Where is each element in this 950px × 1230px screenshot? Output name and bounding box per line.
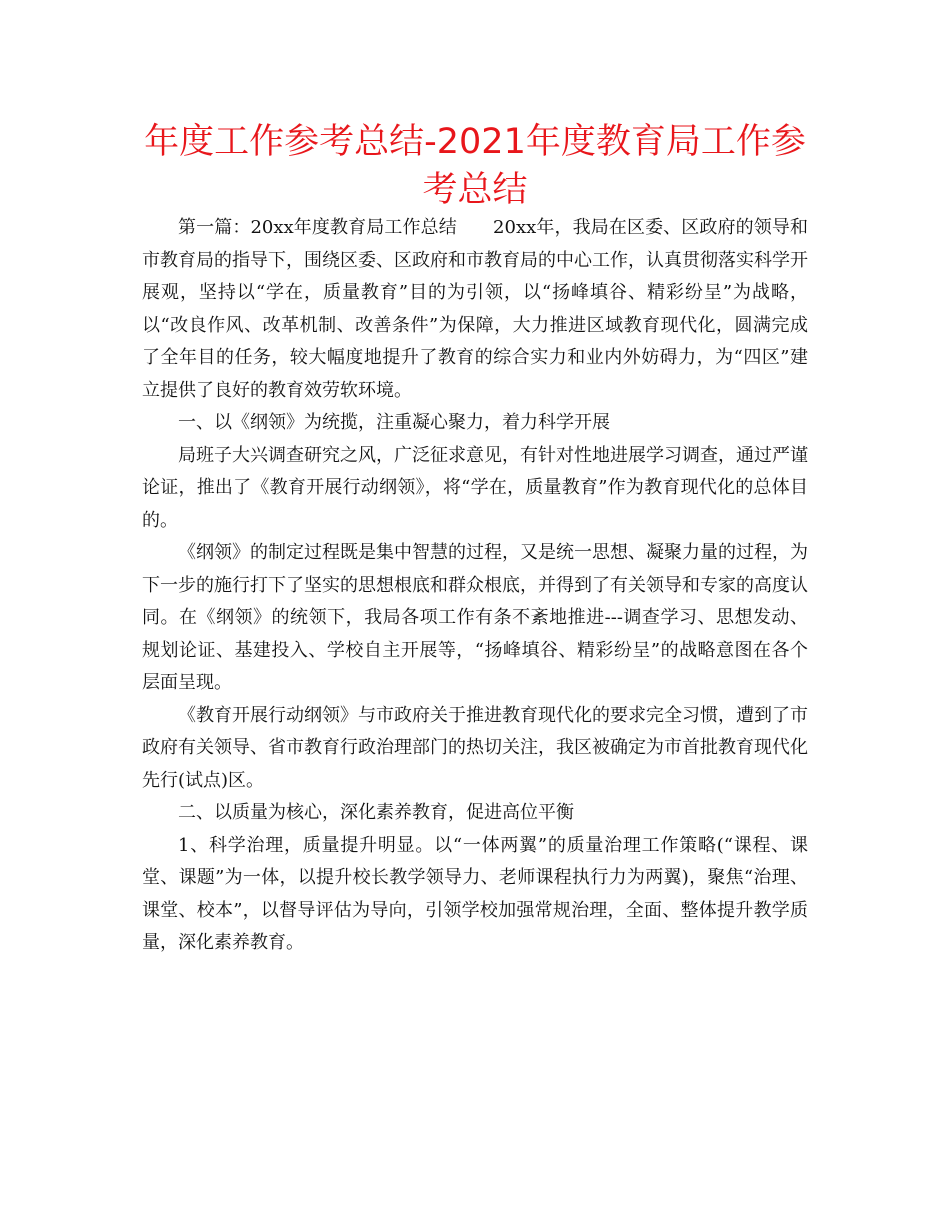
heading-section-2: 二、以质量为核心，深化素养教育，促进高位平衡 [178,802,574,823]
paragraph-pilot-zone: 《教育开展行动纲领》与市政府关于推进教育现代化的要求完全习惯，遭到了市政府有关领导、省市教育行政治理部门的热切关注，我区被确定为市首批教育现代化先行(试点)区。 [142,704,808,791]
paragraph-quality-management: 1、科学治理，质量提升明显。以“一体两翼”的质量治理工作策略(“课程、课堂、课题”为一体，以提升校长教学领导力、老师课程执行力为两翼)，聚焦“治理、课堂、校本”，以督导评估为导向，引领学校加强常规治理，全面、整体提升教学质量，深化素养教育。 [142,834,808,953]
document-body [142,212,808,960]
paragraph-intro: 第一篇：20xx年度教育局工作总结 20xx年，我局在区委、区政府的领导和市教育局的指导下，围绕区委、区政府和市教育局的中心工作，认真贯彻落实科学开展观，坚持以“学在，质量教育”目的为引领，以“扬峰填谷、精彩纷呈”为战略，以“改良作风、改革机制、改善条件”为保障，大力推进区域教育现代化，圆满完成了全年目的任务，较大幅度地提升了教育的综合实力和业内外妨碍力，为“四区”建立提供了良好的教育效劳软环境。 [142,217,808,401]
paragraph-outline: 《纲领》的制定过程既是集中智慧的过程，又是统一思想、凝聚力量的过程，为下一步的施行打下了坚实的思想根底和群众根底，并得到了有关领导和专家的高度认同。在《纲领》的统领下，我局各项工作有条不紊地推进---调查学习、思想发动、规划论证、基建投入、学校自主开展等，“扬峰填谷、精彩纷呈”的战略意图在各个层面呈现。 [142,542,808,693]
document-title: 年度工作参考总结-2021年度教育局工作参考总结 [144,122,806,210]
heading-section-1: 一、以《纲领》为统揽，注重凝心聚力，着力科学开展 [178,412,610,433]
paragraph-research: 局班子大兴调查研究之风，广泛征求意见，有针对性地进展学习调查，通过严谨论证，推出了《教育开展行动纲领》，将“学在，质量教育”作为教育现代化的总体目的。 [142,444,808,531]
